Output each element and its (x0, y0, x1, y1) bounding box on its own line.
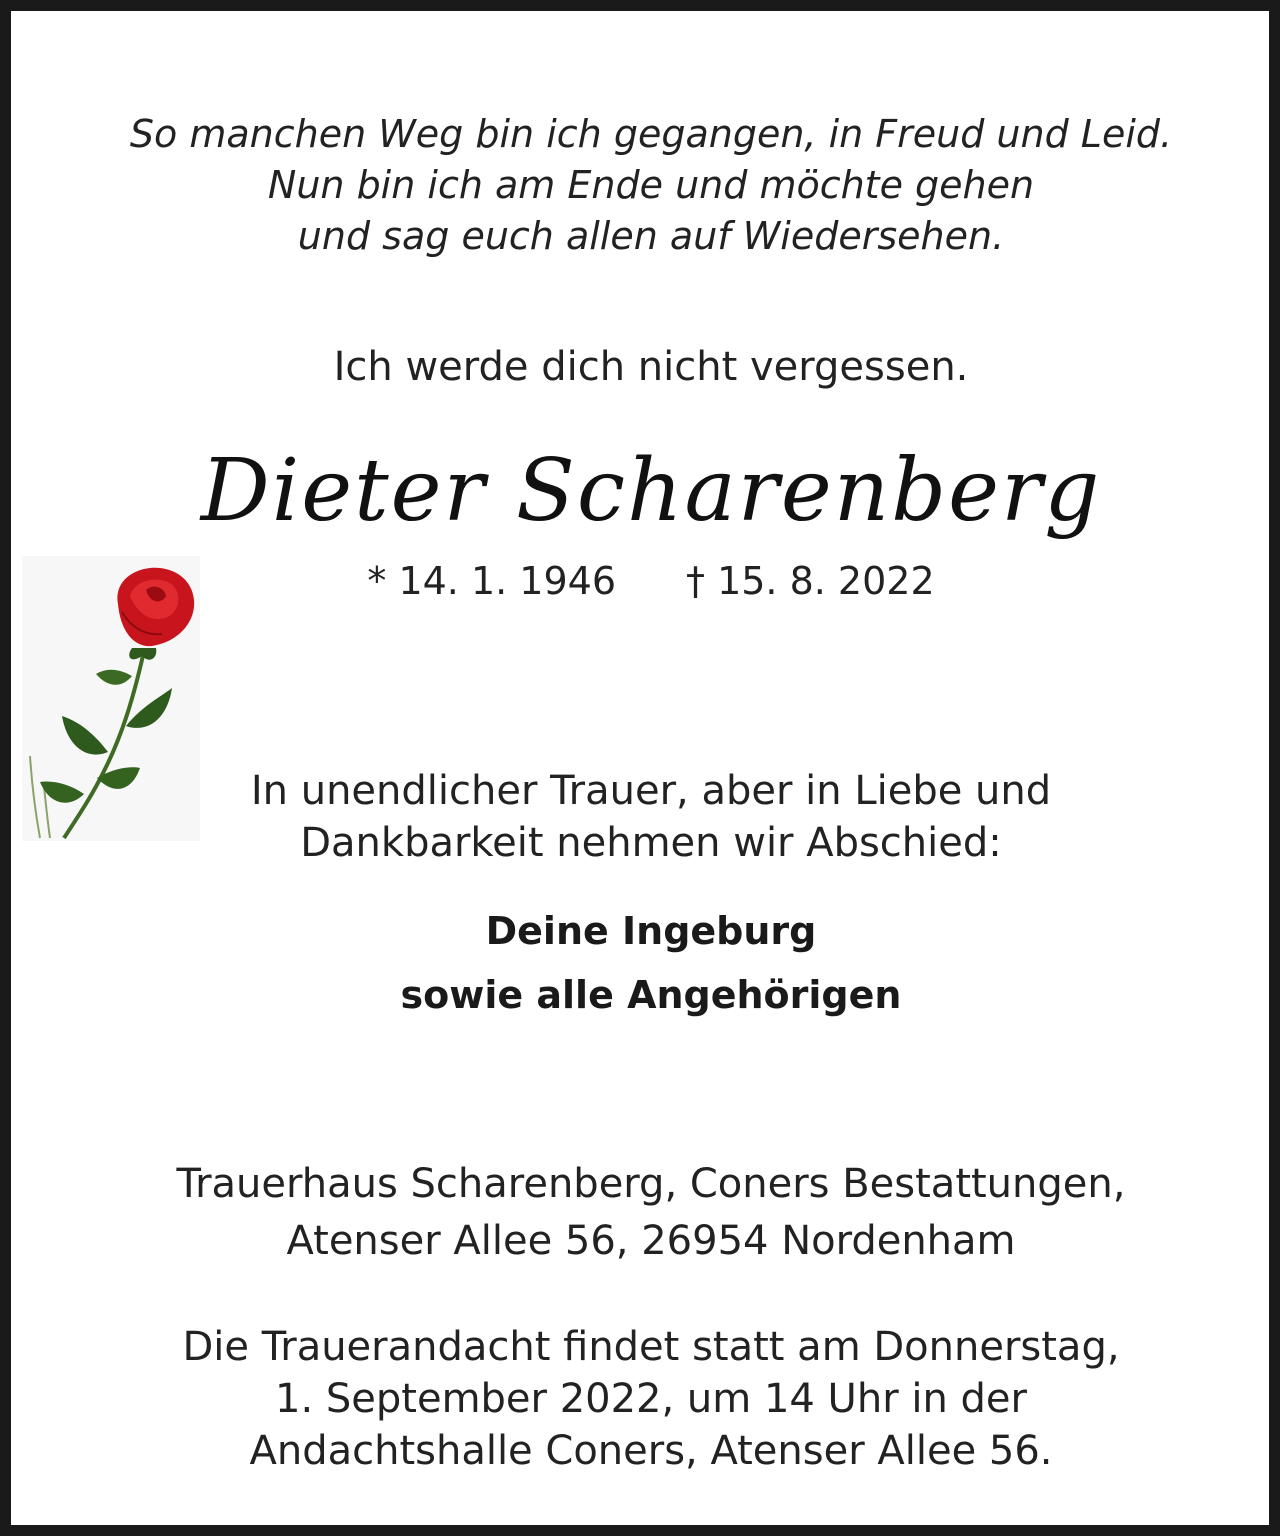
quote: Ich werde dich nicht vergessen. (333, 344, 969, 390)
signer-primary: Deine Ingeburg (485, 909, 817, 953)
address-line-2: Atenser Allee 56, 26954 Nordenham (286, 1218, 1016, 1264)
life-dates (22, 555, 1280, 607)
address-line-1: Trauerhaus Scharenberg, Coners Bestattungen, (176, 1161, 1126, 1207)
mourning-line-2: Dankbarkeit nehmen wir Abschied: (300, 820, 1002, 866)
service-line-2: 1. September 2022, um 14 Uhr in der (275, 1376, 1027, 1422)
service-line-1: Die Trauerandacht findet statt am Donnerstag, (182, 1324, 1120, 1370)
birth-date: * 14. 1. 1946 (367, 559, 616, 603)
signers (22, 899, 1280, 1027)
mourning-line-1: In unendlicher Trauer, aber in Liebe und (250, 768, 1052, 814)
signer-family: sowie alle Angehörigen (400, 973, 902, 1017)
poem-line-2: Nun bin ich am Ende und möchte gehen (267, 163, 1035, 207)
service-details (22, 1321, 1280, 1477)
poem (22, 109, 1280, 262)
mourning-text (22, 765, 1280, 869)
service-line-3: Andachtshalle Coners, Atenser Allee 56. (249, 1428, 1053, 1474)
poem-line-1: So manchen Weg bin ich gegangen, in Freud und Leid. (129, 112, 1173, 156)
death-date: † 15. 8. 2022 (686, 559, 935, 603)
poem-line-3: und sag euch allen auf Wiedersehen. (297, 214, 1005, 258)
deceased-name: Dieter Scharenberg (200, 441, 1102, 541)
funeral-home-address (22, 1156, 1280, 1270)
